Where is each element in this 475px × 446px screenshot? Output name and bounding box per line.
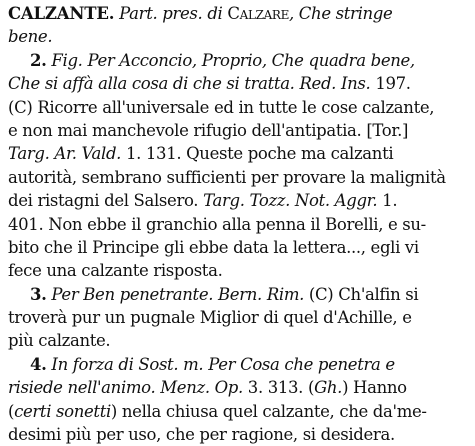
text-line: [8, 329, 469, 352]
text-line: [8, 236, 469, 259]
text-segment: , Che stringe: [288, 4, 393, 23]
sense-number: 2.: [30, 50, 47, 70]
text-segment: (C) Ricorre all'universale ed in tutte le cose calzante,: [8, 97, 435, 117]
text-line: [8, 259, 469, 282]
text-line: [8, 423, 469, 446]
text-segment: certi sonetti: [14, 401, 111, 421]
text-line: [8, 400, 469, 423]
text-segment: Part. pres. di: [114, 4, 228, 23]
text-segment: 1.: [377, 191, 398, 211]
text-segment: 1. 131. Queste poche ma calzanti: [121, 144, 394, 164]
text-segment: (C) Ch'alfin si: [304, 284, 419, 304]
text-segment: Targ. Ar. Vald.: [8, 144, 122, 164]
text-segment: dei ristagni del Salsero.: [8, 191, 204, 211]
text-segment: bene.: [8, 27, 53, 47]
text-segment: e non mai manchevole rifugio dell'antipatia. [Tor.]: [8, 120, 409, 140]
text-segment: Calzare: [227, 4, 289, 23]
text-segment: In forza di Sost. m. Per Cosa che penetra e: [46, 354, 395, 374]
text-line: [8, 72, 469, 95]
text-segment: risiede nell'animo. Menz. Op.: [8, 378, 243, 398]
text-segment: 197.: [370, 74, 411, 94]
text-segment: troverà pur un pugnale Miglior di quel d'Achille, e: [8, 308, 412, 328]
text-line: [8, 119, 469, 142]
headword: CALZANTE.: [8, 4, 115, 23]
text-line: [8, 142, 469, 165]
text-line: [8, 2, 469, 25]
text-segment: ) Hanno: [342, 378, 407, 398]
text-line: [8, 49, 469, 72]
text-line: [8, 353, 469, 376]
text-segment: 3. 313. (: [242, 378, 315, 398]
text-segment: bito che il Principe gli ebbe data la lettera..., egli vi: [8, 237, 419, 257]
text-line: [8, 25, 469, 48]
text-segment: desimi più per uso, che per ragione, si desidera.: [8, 425, 395, 445]
text-segment: Targ. Tozz. Not. Aggr.: [203, 191, 378, 211]
text-segment: ) nella chiusa quel calzante, che da'me-: [110, 401, 427, 421]
text-segment: più calzante.: [8, 331, 111, 351]
text-segment: (: [8, 401, 15, 421]
text-segment: Che si affà alla cosa di che si tratta. Red. Ins.: [8, 74, 371, 94]
text-line: [8, 283, 469, 306]
text-line: [8, 189, 469, 212]
text-line: [8, 376, 469, 399]
text-segment: Per Ben penetrante. Bern. Rim.: [46, 284, 305, 304]
sense-number: 4.: [30, 354, 47, 374]
text-segment: Gh.: [314, 378, 343, 398]
text-segment: autorità, sembrano sufficienti per provare la malignità: [8, 167, 446, 187]
text-line: [8, 96, 469, 119]
text-line: [8, 306, 469, 329]
text-segment: fece una calzante risposta.: [8, 261, 223, 281]
text-line: [8, 213, 469, 236]
text-segment: Fig. Per Acconcio, Proprio, Che quadra bene,: [46, 50, 415, 70]
sense-number: 3.: [30, 284, 47, 304]
text-line: [8, 166, 469, 189]
text-segment: 401. Non ebbe il granchio alla penna il Borelli, e su-: [8, 214, 426, 234]
